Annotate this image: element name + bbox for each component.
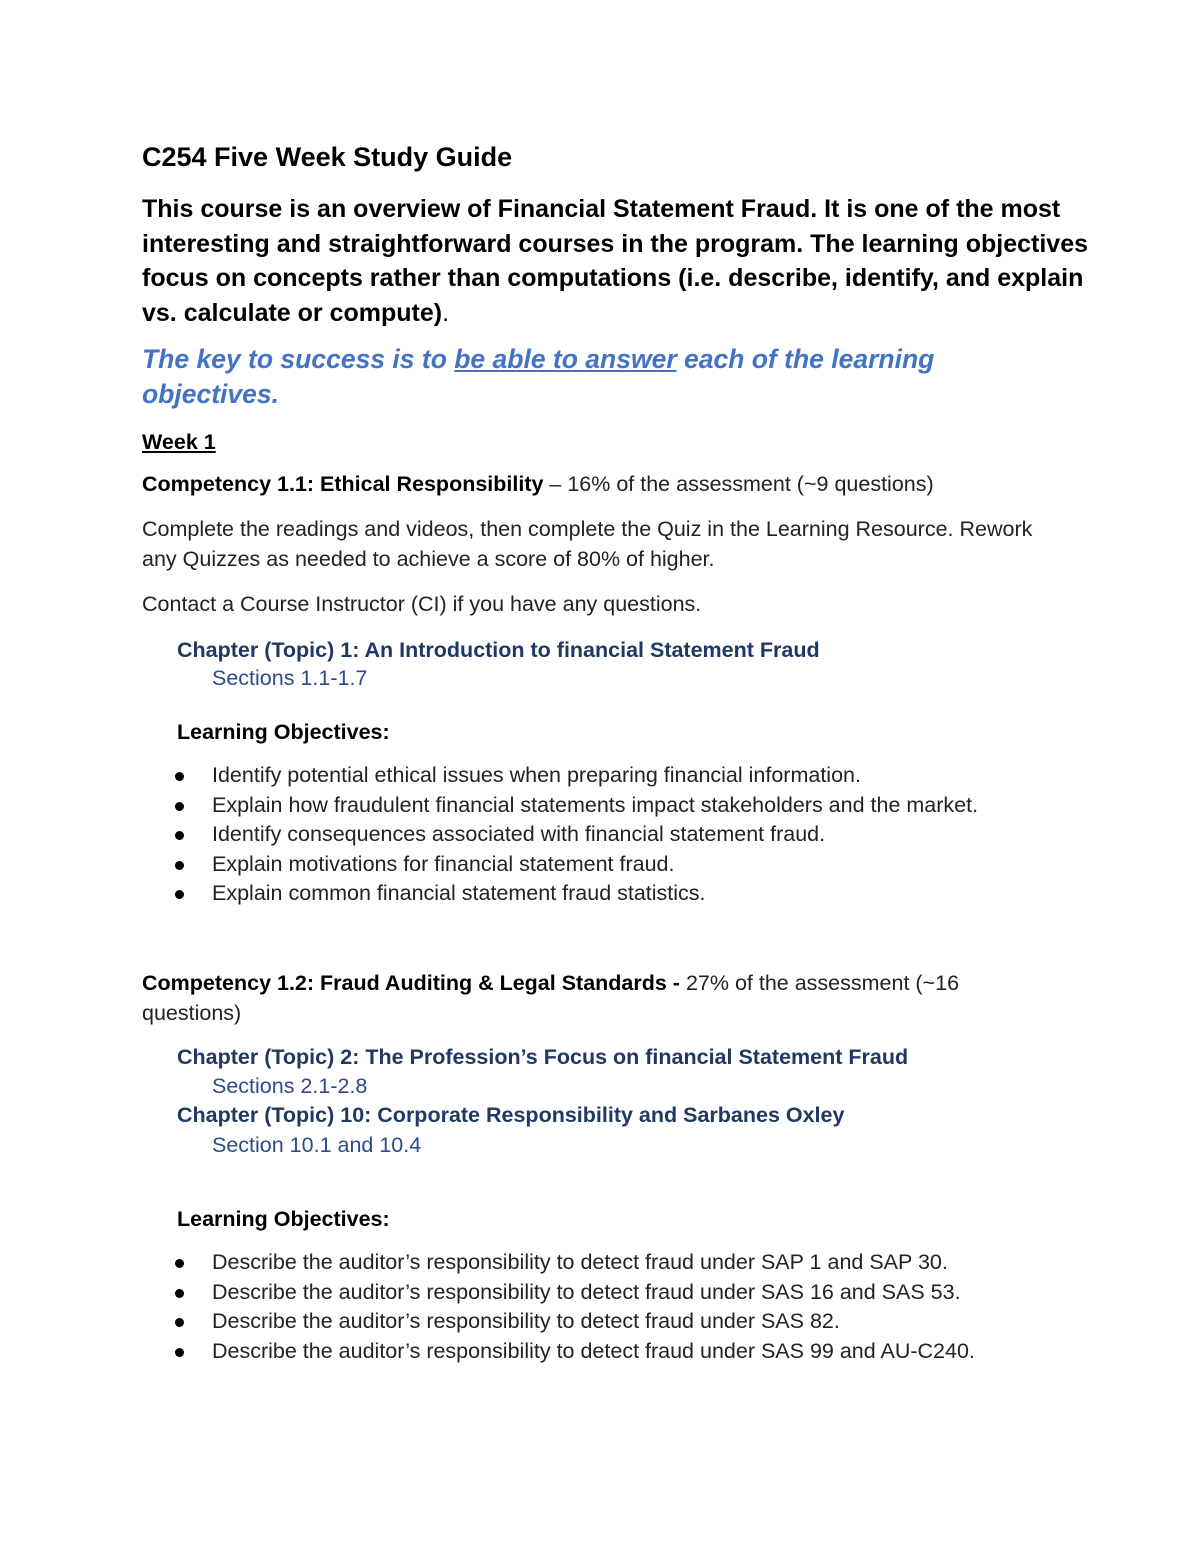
key-to-success	[142, 342, 1042, 411]
objective-text: Describe the auditor’s responsibility to detect fraud under SAS 99 and AU-C240.	[212, 1338, 975, 1363]
key-after: each of the learning objectives.	[142, 344, 935, 409]
bullet-icon	[175, 831, 184, 840]
objective-text: Identify potential ethical issues when preparing financial information.	[212, 763, 861, 787]
bullet-icon	[175, 802, 184, 811]
competency-1-1-contact: Contact a Course Instructor (CI) if you have any questions.	[142, 592, 702, 616]
competency-1-2-weight: 27% of the assessment (~16 questions)	[142, 971, 960, 1025]
bullet-icon	[175, 772, 184, 781]
chapter-2-sections: Sections 2.1-2.8	[212, 1074, 368, 1098]
competency-1-1-label: Competency 1.1: Ethical Responsibility	[142, 472, 544, 496]
learning-objectives-heading-2: Learning Objectives:	[177, 1207, 390, 1231]
chapter-10-title: Chapter (Topic) 10: Corporate Responsibility and Sarbanes Oxley	[177, 1103, 845, 1127]
learning-objectives-list-1	[170, 761, 1090, 909]
key-before: The key to success is to	[142, 344, 455, 374]
document-title: C254 Five Week Study Guide	[142, 142, 513, 172]
key-underlined: be able to answer	[454, 344, 677, 374]
chapter-10-sections: Section 10.1 and 10.4	[212, 1133, 422, 1157]
chapter-1-sections: Sections 1.1-1.7	[212, 666, 368, 690]
competency-1-1-heading	[142, 470, 1062, 500]
bullet-icon	[175, 1289, 184, 1298]
week-heading: Week 1	[142, 430, 216, 454]
objective-text: Explain how fraudulent financial statements impact stakeholders and the market.	[212, 792, 979, 817]
competency-1-1-instructions: Complete the readings and videos, then complete the Quiz in the Learning Resource. Rework any Quizzes as needed to achieve a score of 80% of higher.	[142, 517, 1033, 571]
bullet-icon	[175, 1259, 184, 1268]
list-item	[170, 1307, 1090, 1337]
bullet-icon	[175, 890, 184, 899]
chapter-2-title: Chapter (Topic) 2: The Profession’s Focus on financial Statement Fraud	[177, 1045, 909, 1069]
list-item	[170, 791, 1090, 821]
bullet-icon	[175, 1318, 184, 1327]
list-item	[170, 850, 1090, 880]
list-item	[170, 1278, 1090, 1308]
bullet-icon	[175, 1348, 184, 1357]
objective-text: Identify consequences associated with financial statement fraud.	[212, 822, 826, 846]
objective-text: Describe the auditor’s responsibility to detect fraud under SAS 82.	[212, 1309, 840, 1333]
objective-text: Explain common financial statement fraud statistics.	[212, 881, 706, 905]
competency-1-1-weight: – 16% of the assessment (~9 questions)	[543, 472, 934, 496]
objective-text: Describe the auditor’s responsibility to detect fraud under SAP 1 and SAP 30.	[212, 1250, 948, 1274]
learning-objectives-list-2	[170, 1248, 1090, 1366]
course-intro-end: .	[442, 298, 450, 327]
competency-1-2-heading	[142, 969, 1052, 1028]
objective-text: Describe the auditor’s responsibility to detect fraud under SAS 16 and SAS 53.	[212, 1279, 961, 1304]
learning-objectives-heading-1: Learning Objectives:	[177, 720, 390, 744]
course-intro	[142, 192, 1112, 330]
competency-1-2-label: Competency 1.2: Fraud Auditing & Legal Standards -	[142, 971, 680, 995]
list-item	[170, 879, 1090, 909]
list-item	[170, 761, 1090, 791]
list-item	[170, 1248, 1090, 1278]
objective-text: Explain motivations for financial statement fraud.	[212, 851, 675, 876]
list-item	[170, 820, 1090, 850]
course-intro-text: This course is an overview of Financial Statement Fraud. It is one of the most interesting and straightforward courses in the program. The learning objectives focus on concepts rather than computations (i.e. describe, identify, and explain vs. calculate or compute)	[142, 195, 1089, 327]
chapter-1-title: Chapter (Topic) 1: An Introduction to financial Statement Fraud	[177, 638, 820, 662]
list-item	[170, 1337, 1090, 1367]
bullet-icon	[175, 861, 184, 870]
